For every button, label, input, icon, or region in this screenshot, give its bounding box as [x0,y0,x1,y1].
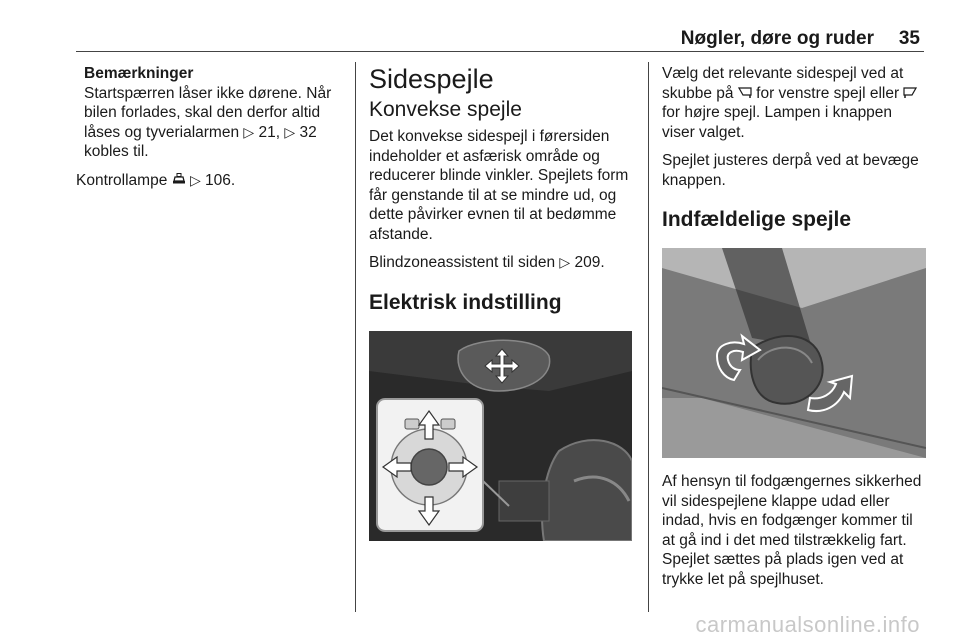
left-mirror-icon [738,84,752,104]
blind-zone-ref[interactable]: 209. [574,254,605,271]
right-mirror-icon [903,84,917,104]
header-divider [76,51,924,52]
convex-paragraph: Det konvekse sidespejl i førersiden indeholder et asfærisk område og reducerer blinde vinkler. Spejlets form får genstande til at se mindre ud, og dette påvirker evnen til at bedømme afstande. [369,128,629,243]
watermark-text: carmanualsonline.info [695,612,920,637]
note-ref-2[interactable]: 32 [299,123,317,141]
select-text-3: for højre spejl. Lampen i knappen viser valget. [662,104,893,141]
ref-arrow-icon: ▷ [243,123,255,140]
note-block [84,64,346,162]
ref-arrow-icon: ▷ [559,254,571,270]
control-lamp-line [76,171,346,191]
ref-arrow-icon: ▷ [284,123,296,140]
note-text-2: kobles til. [84,143,149,160]
subsection-folding-title: Indfældelige spejle [662,208,852,232]
column-2 [369,64,634,541]
page-number: 35 [898,28,920,49]
folding-paragraph: Af hensyn til fodgængernes sikkerhed vil sidespejlene klappe udad eller indad, hvis en fodgænger kommer til at gå ind i det med tilstrækkelig fart. Spejlet sættes på plads igen ved at trykke let på spejlhuset. [662,473,922,588]
page-header [0,0,960,52]
folding-mirror-illustration [662,248,926,458]
select-text-1: Vælg det relevante sidespejl ved at skubbe på [662,65,904,102]
adjust-paragraph: Spejlet justeres derpå ved at bevæge knappen. [662,152,919,189]
chapter-title: Nøgler, døre og ruder [680,28,874,49]
blind-zone-line [369,253,634,273]
note-ref-1[interactable]: 21, [258,123,281,141]
control-lamp-ref[interactable]: 106. [205,171,236,189]
subsection-convex-title: Konvekse spejle [369,98,522,121]
column-divider-2 [648,62,649,612]
section-title: Sidespejle [369,64,494,94]
column-3 [662,64,928,598]
note-text-1: Startspærren låser ikke dørene. Når bilen forlades, skal den derfor altid låses og tyverialarmen [84,84,332,141]
select-mirror-paragraph [662,64,928,142]
column-1 [76,64,346,199]
control-lamp-text: Kontrollampe [76,171,168,189]
ref-arrow-icon: ▷ [189,171,201,188]
blind-zone-text: Blindzoneassistent til siden [369,254,556,271]
select-text-2: for venstre spejl eller [756,84,900,102]
note-text [84,84,346,162]
car-lock-lamp-icon [172,171,186,191]
mirror-control-illustration [369,331,632,541]
column-divider-1 [355,62,356,612]
subsection-electric-title: Elektrisk indstilling [369,290,562,314]
note-title: Bemærkninger [84,65,194,82]
